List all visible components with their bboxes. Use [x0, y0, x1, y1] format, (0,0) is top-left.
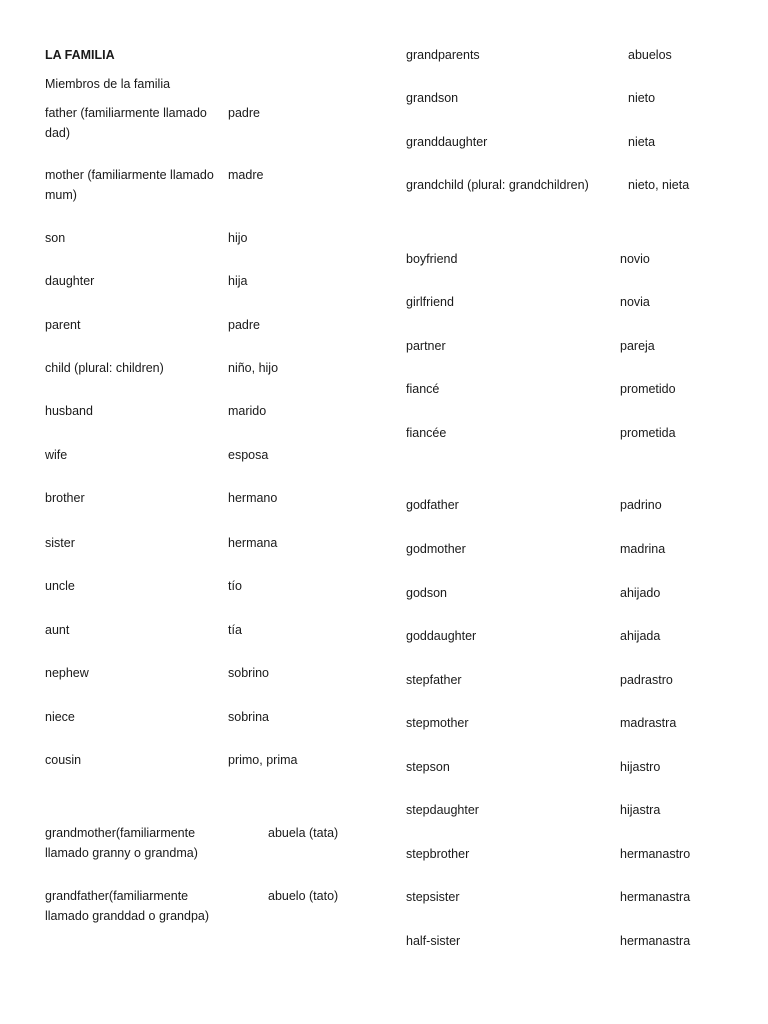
vocab-term-es: hijastra	[620, 803, 661, 817]
vocab-term-en: stepsister	[406, 890, 460, 904]
vocab-term-es: sobrina	[228, 710, 269, 724]
vocab-term-es: hija	[228, 274, 248, 288]
vocab-term-es: padrino	[620, 498, 662, 512]
vocab-term-en: grandparents	[406, 48, 480, 62]
vocab-term-es: padrastro	[620, 673, 673, 687]
vocab-term-en: grandmother(familiarmente llamado granny o grandma)	[45, 826, 198, 860]
vocab-term-en: stepdaughter	[406, 803, 479, 817]
vocab-term-en: parent	[45, 318, 81, 332]
vocab-term-en: stepfather	[406, 673, 462, 687]
vocab-term-es: hermanastra	[620, 890, 691, 904]
vocab-term-es: madre	[228, 168, 264, 182]
vocab-term-en: godmother	[406, 542, 466, 556]
vocab-term-en: godson	[406, 586, 448, 600]
vocab-term-en: niece	[45, 710, 75, 724]
vocab-term-en: mother (familiarmente llamado mum)	[45, 168, 214, 202]
vocab-term-es: hijastro	[620, 760, 661, 774]
vocab-term-es: pareja	[620, 339, 655, 353]
vocab-term-es: tía	[228, 623, 242, 637]
vocab-term-en: fiancée	[406, 426, 447, 440]
vocab-term-es: tío	[228, 579, 242, 593]
vocab-term-en: daughter	[45, 274, 95, 288]
vocab-term-es: hermano	[228, 491, 278, 505]
vocab-term-en: stepbrother	[406, 847, 470, 861]
vocab-term-es: abuelos	[628, 48, 672, 62]
vocab-term-es: ahijada	[620, 629, 661, 643]
vocab-term-es: primo, prima	[228, 753, 298, 767]
vocab-term-es: prometido	[620, 382, 676, 396]
vocab-term-es: hermana	[228, 536, 278, 550]
vocab-term-en: half-sister	[406, 934, 461, 948]
vocab-term-en: nephew	[45, 666, 89, 680]
vocab-term-es: hermanastra	[620, 934, 691, 948]
vocab-term-es: madrastra	[620, 716, 677, 730]
vocab-term-es: niño, hijo	[228, 361, 279, 375]
vocab-term-en: child (plural: children)	[45, 361, 164, 375]
vocab-term-es: nieto, nieta	[628, 178, 690, 192]
vocab-term-es: esposa	[228, 448, 269, 462]
vocab-term-es: prometida	[620, 426, 676, 440]
vocab-term-es: hijo	[228, 231, 248, 245]
vocab-term-en: grandson	[406, 91, 459, 105]
vocab-term-en: sister	[45, 536, 75, 550]
vocab-term-en: wife	[45, 448, 68, 462]
vocab-term-es: sobrino	[228, 666, 269, 680]
vocab-term-en: uncle	[45, 579, 75, 593]
vocab-term-en: grandfather(familiarmente llamado granddad o grandpa)	[45, 889, 210, 923]
vocab-term-en: boyfriend	[406, 252, 458, 266]
vocab-term-es: novio	[620, 252, 650, 266]
vocab-term-es: padre	[228, 318, 260, 332]
vocab-term-en: son	[45, 231, 66, 245]
vocab-term-en: husband	[45, 404, 93, 418]
vocab-term-en: partner	[406, 339, 446, 353]
vocab-term-es: marido	[228, 404, 267, 418]
vocab-term-es: abuelo (tato)	[268, 889, 339, 903]
page-subtitle: Miembros de la familia	[45, 77, 171, 91]
vocab-term-es: hermanastro	[620, 847, 691, 861]
vocab-term-en: granddaughter	[406, 135, 488, 149]
vocab-term-en: stepson	[406, 760, 450, 774]
vocab-term-en: fiancé	[406, 382, 440, 396]
vocab-term-es: nieto	[628, 91, 656, 105]
vocab-term-en: father (familiarmente llamado dad)	[45, 106, 207, 140]
vocab-term-en: cousin	[45, 753, 82, 767]
vocab-term-en: stepmother	[406, 716, 469, 730]
vocab-term-en: godfather	[406, 498, 459, 512]
vocab-term-en: brother	[45, 491, 85, 505]
vocab-term-es: abuela (tata)	[268, 826, 339, 840]
vocab-term-en: aunt	[45, 623, 70, 637]
vocab-term-es: novia	[620, 295, 650, 309]
vocab-term-es: ahijado	[620, 586, 661, 600]
vocab-term-es: nieta	[628, 135, 656, 149]
page-title: LA FAMILIA	[45, 48, 115, 62]
vocab-term-en: girlfriend	[406, 295, 454, 309]
vocab-term-en: grandchild (plural: grandchildren)	[406, 178, 589, 192]
vocab-term-en: goddaughter	[406, 629, 477, 643]
vocab-term-es: madrina	[620, 542, 666, 556]
vocab-term-es: padre	[228, 106, 260, 120]
